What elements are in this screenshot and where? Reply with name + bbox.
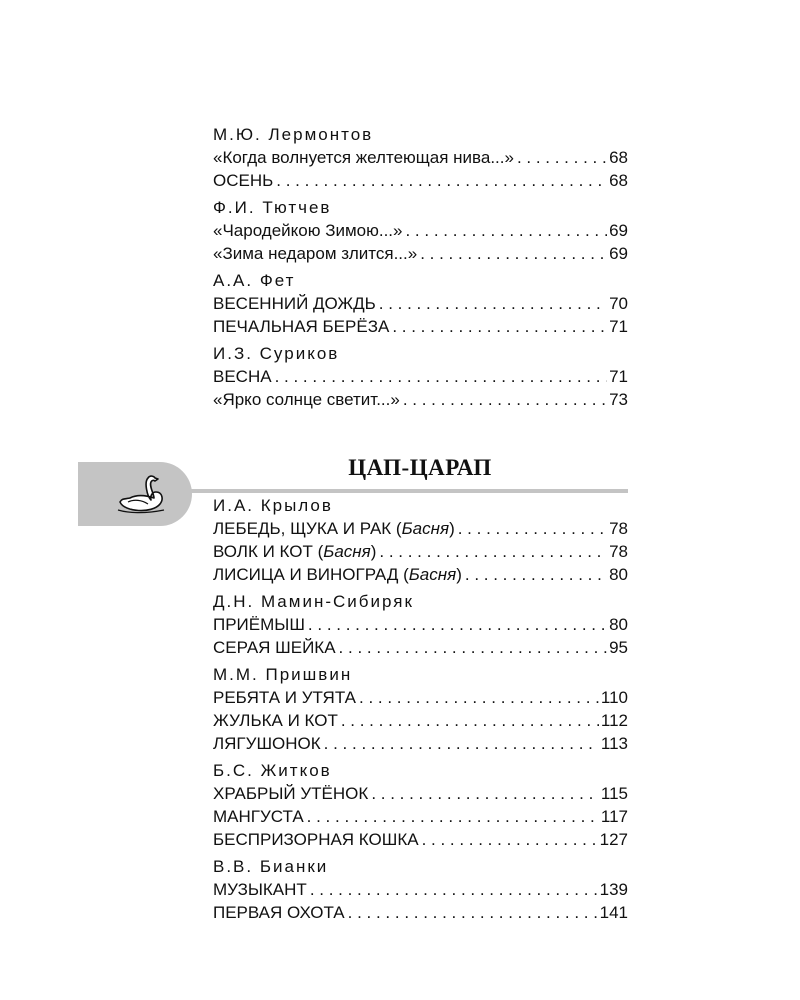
toc-author-group	[213, 663, 628, 755]
entry-title	[213, 315, 389, 338]
toc-author-group	[213, 759, 628, 851]
dot-leader	[514, 146, 607, 169]
entry-title-text: ЛИСИЦА И ВИНОГРАД	[213, 565, 399, 584]
entry-title-text: ЛЕБЕДЬ, ЩУКА И РАК	[213, 519, 392, 538]
dot-leader	[345, 901, 598, 924]
dot-leader	[336, 636, 608, 659]
toc-entry[interactable]	[213, 613, 628, 636]
entry-title-text: РЕБЯТА И УТЯТА	[213, 688, 356, 707]
dot-leader	[338, 709, 599, 732]
dot-leader	[368, 782, 599, 805]
entry-title	[213, 901, 345, 924]
entry-genre-note: Басня	[323, 542, 371, 561]
entry-title-text: БЕСПРИЗОРНАЯ КОШКА	[213, 830, 419, 849]
toc-entry[interactable]	[213, 315, 628, 338]
dot-leader	[419, 828, 598, 851]
page-number: 68	[609, 148, 628, 167]
author-name: В.В. Бианки	[213, 857, 329, 876]
author-name: Д.Н. Мамин-Сибиряк	[213, 592, 414, 611]
entry-genre-note: Басня	[401, 519, 450, 538]
entry-title: ВОЛК И КОТ (Басня)	[213, 542, 377, 561]
toc-entry[interactable]	[213, 365, 628, 388]
dot-leader	[417, 242, 607, 265]
page-number: 117	[600, 807, 628, 826]
dot-leader	[462, 563, 607, 586]
entry-title-text: ОСЕНЬ	[213, 171, 274, 190]
page-number: 69	[609, 221, 628, 240]
dot-leader	[389, 315, 607, 338]
entry-title	[213, 219, 402, 242]
entry-title-text: «Ярко солнце светит...»	[213, 390, 400, 409]
page-number: 80	[609, 615, 628, 634]
entry-title-text: «Чародейкою Зимою...»	[213, 221, 403, 240]
toc-entry[interactable]	[213, 732, 628, 755]
author-name: И.З. Суриков	[213, 344, 340, 363]
dot-leader	[273, 169, 607, 192]
section-tab	[78, 462, 192, 526]
toc-entry[interactable]	[213, 540, 628, 563]
dot-leader	[400, 388, 607, 411]
page-number: 73	[609, 390, 628, 409]
toc-entry[interactable]	[213, 292, 628, 315]
entry-title	[213, 709, 338, 732]
page-number: 95	[609, 638, 628, 657]
section-title: ЦАП-ЦАРАП	[348, 455, 492, 480]
toc-author-group	[213, 494, 628, 586]
dot-leader	[356, 686, 599, 709]
page-number: 68	[609, 171, 628, 190]
page-number: 70	[609, 294, 628, 313]
entry-title-text: «Когда волнуется желтеющая нива...»	[213, 148, 514, 167]
dot-leader	[376, 540, 607, 563]
toc-author-group	[213, 855, 628, 924]
author-name: М.М. Пришвин	[213, 665, 353, 684]
entry-title	[213, 613, 305, 636]
dot-leader	[376, 292, 607, 315]
swan-icon	[114, 472, 170, 516]
entry-title-text: ВОЛК И КОТ	[213, 542, 313, 561]
page-number: 127	[599, 830, 628, 849]
page-number: 71	[609, 367, 628, 386]
entry-title	[213, 292, 376, 315]
author-name: Б.С. Житков	[213, 761, 332, 780]
section-rule	[180, 489, 628, 493]
entry-title	[213, 146, 514, 169]
toc-entry[interactable]	[213, 782, 628, 805]
entry-title	[213, 782, 368, 805]
toc-entry[interactable]	[213, 901, 628, 924]
entry-title-text: ВЕСЕННИЙ ДОЖДЬ	[213, 294, 376, 313]
toc-author-group	[213, 269, 628, 338]
entry-title-text: ПЕРВАЯ ОХОТА	[213, 903, 345, 922]
entry-title-text: ЖУЛЬКА И КОТ	[213, 711, 338, 730]
toc-entry[interactable]	[213, 686, 628, 709]
toc-entry[interactable]	[213, 828, 628, 851]
toc-author-group	[213, 590, 628, 659]
page-number: 80	[609, 565, 628, 584]
page-number: 112	[600, 711, 628, 730]
entry-title	[213, 686, 356, 709]
toc-list-bottom	[213, 494, 628, 928]
toc-entry[interactable]	[213, 517, 628, 540]
toc-entry[interactable]	[213, 805, 628, 828]
page-number: 141	[599, 903, 628, 922]
entry-title	[213, 878, 307, 901]
entry-title	[213, 636, 336, 659]
toc-author-group	[213, 196, 628, 265]
author-name: М.Ю. Лермонтов	[213, 125, 374, 144]
entry-title	[213, 365, 272, 388]
entry-title: ЛЕБЕДЬ, ЩУКА И РАК (Басня)	[213, 519, 455, 538]
entry-title	[213, 828, 419, 851]
entry-title-text: МУЗЫКАНТ	[213, 880, 307, 899]
toc-entry[interactable]	[213, 388, 628, 411]
toc-entry[interactable]	[213, 709, 628, 732]
dot-leader	[272, 365, 608, 388]
page-number: 115	[600, 784, 628, 803]
dot-leader	[402, 219, 607, 242]
toc-list-top	[213, 123, 628, 415]
entry-title-text: ХРАБРЫЙ УТЁНОК	[213, 784, 369, 803]
entry-title-text: ВЕСНА	[213, 367, 272, 386]
page-number: 78	[609, 542, 628, 561]
page-number: 139	[599, 880, 628, 899]
toc-entry[interactable]	[213, 636, 628, 659]
entry-title-text: ПРИЁМЫШ	[213, 615, 305, 634]
toc-entry[interactable]	[213, 219, 628, 242]
entry-title-text: ПЕЧАЛЬНАЯ БЕРЁЗА	[213, 317, 390, 336]
toc-entry[interactable]	[213, 242, 628, 265]
entry-genre-note: Басня	[408, 565, 457, 584]
entry-title	[213, 242, 417, 265]
toc-entry[interactable]	[213, 878, 628, 901]
toc-author-group	[213, 123, 628, 192]
entry-title	[213, 169, 273, 192]
entry-title-text: ЛЯГУШОНОК	[213, 734, 321, 753]
page-number: 78	[609, 519, 628, 538]
dot-leader	[307, 878, 598, 901]
entry-title-text: СЕРАЯ ШЕЙКА	[213, 638, 336, 657]
entry-title	[213, 732, 321, 755]
author-name: А.А. Фет	[213, 271, 296, 290]
entry-title-text: МАНГУСТА	[213, 807, 304, 826]
toc-author-group	[213, 342, 628, 411]
toc-entry[interactable]	[213, 146, 628, 169]
author-name: Ф.И. Тютчев	[213, 198, 332, 217]
page-number: 71	[609, 317, 628, 336]
author-name: И.А. Крылов	[213, 496, 333, 515]
page-number: 69	[609, 244, 628, 263]
entry-title	[213, 805, 304, 828]
page-number: 113	[600, 734, 628, 753]
entry-title	[213, 388, 400, 411]
dot-leader	[321, 732, 599, 755]
dot-leader	[305, 613, 607, 636]
entry-title-text: «Зима недаром злится...»	[213, 244, 418, 263]
toc-entry[interactable]	[213, 563, 628, 586]
dot-leader	[455, 517, 607, 540]
page-number: 110	[600, 688, 628, 707]
entry-title: ЛИСИЦА И ВИНОГРАД (Басня)	[213, 565, 462, 584]
dot-leader	[304, 805, 599, 828]
toc-entry[interactable]	[213, 169, 628, 192]
